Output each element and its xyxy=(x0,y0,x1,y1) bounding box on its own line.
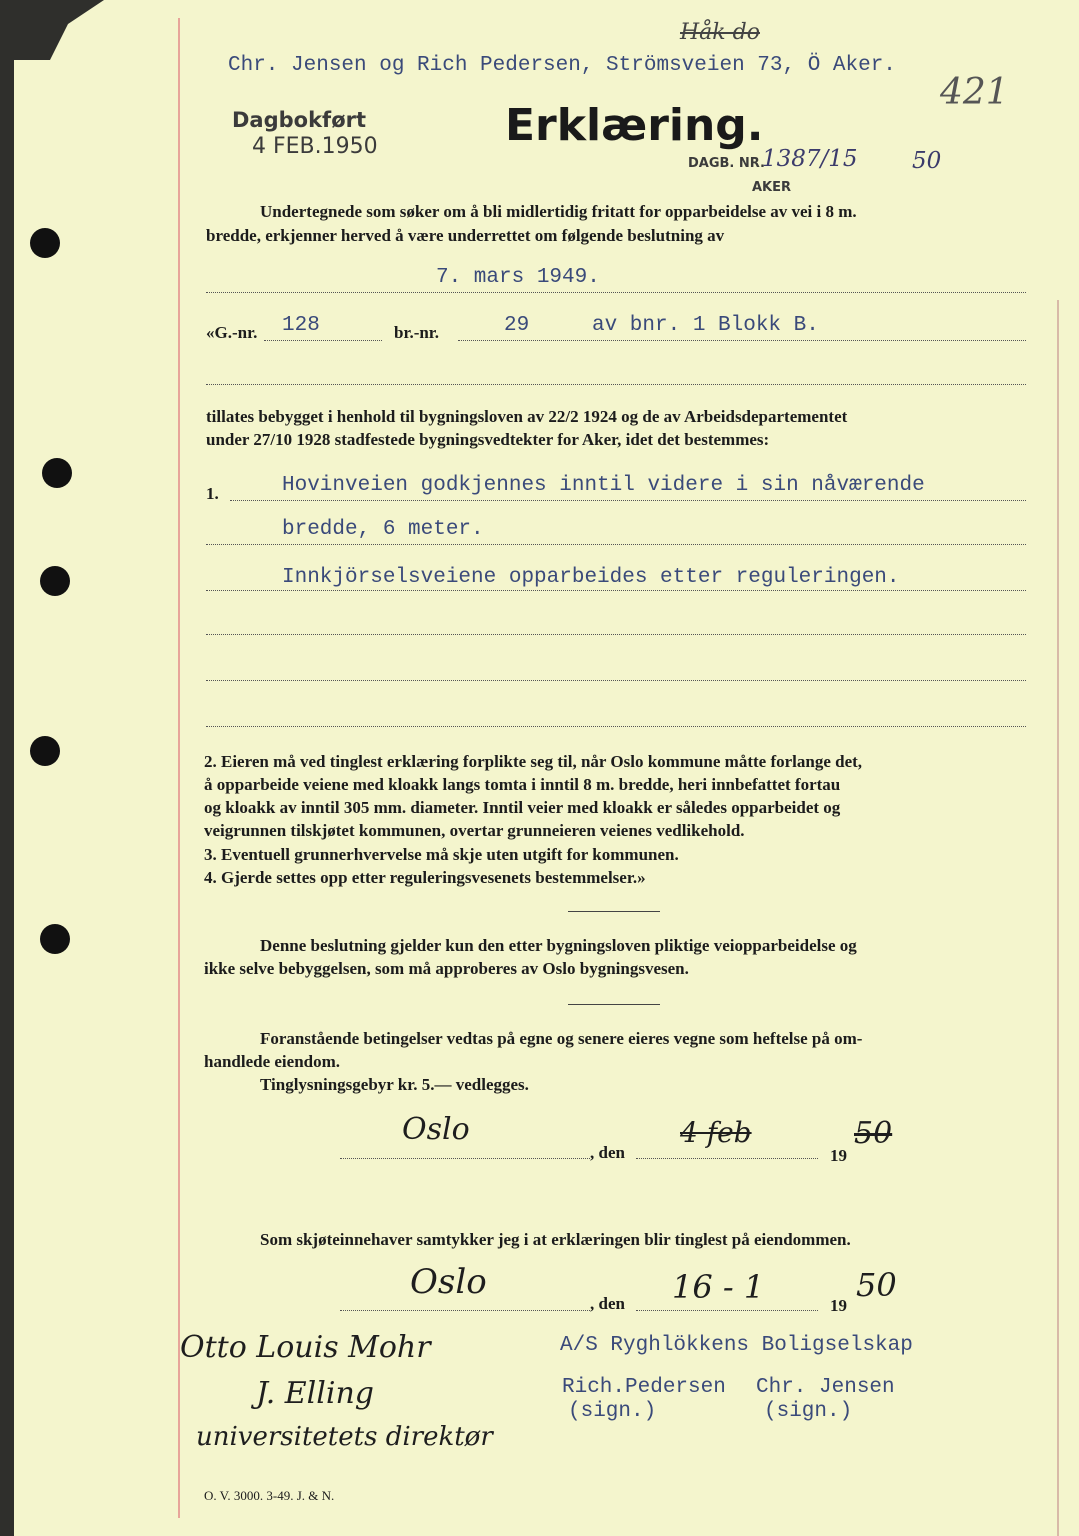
item2-line-4: veigrunnen tilskjøtet kommunen, overtar grunneieren veienes vedlikehold. xyxy=(204,821,745,840)
item2-line-3: og kloakk av inntil 305 mm. diameter. Inntil veier med kloakk er således opparbeidet og xyxy=(204,798,841,817)
dotted-rule xyxy=(636,1158,818,1159)
note-line-1: Denne beslutning gjelder kun den etter bygningsloven pliktige veiopparbeidelse og xyxy=(260,936,857,955)
page-number: 421 xyxy=(940,72,1009,113)
separator xyxy=(568,911,660,912)
gnr-label: «G.-nr. xyxy=(206,323,258,342)
intro-line-1: Undertegnede som søker om å bli midlertidig fritatt for opparbeidelse av vei i 8 m. xyxy=(260,202,857,221)
signer2-name: Chr. Jensen xyxy=(756,1376,895,1399)
dotted-rule xyxy=(458,340,1026,341)
handwritten-signature-2: J. Elling xyxy=(256,1376,374,1411)
note-line-2: ikke selve bebyggelsen, som må approberes av Oslo bygningsvesen. xyxy=(204,959,689,978)
sig2-place: Oslo xyxy=(410,1262,487,1302)
item1-line-3: Innkjörselsveiene opparbeides etter reguleringen. xyxy=(282,566,900,589)
brnr-label: br.-nr. xyxy=(394,323,440,342)
sig1-date: 4 feb xyxy=(680,1116,752,1149)
consent-line: Som skjøteinnehaver samtykker jeg i at erklæringen blir tinglest på eiendommen. xyxy=(260,1230,851,1249)
dotted-rule xyxy=(206,726,1026,727)
brnr-value: 29 xyxy=(504,314,530,337)
margin-line xyxy=(178,18,180,1518)
sig1-year: 50 xyxy=(854,1116,893,1151)
scan-edge xyxy=(0,0,14,1536)
item3: 3. Eventuell grunnerhvervelse må skje uten utgift for kommunen. xyxy=(204,845,679,864)
item4: 4. Gjerde settes opp etter reguleringsvesenets bestemmelser.» xyxy=(204,868,646,887)
sig1-den: , den xyxy=(590,1143,625,1162)
dagbokfort-stamp: Dagbokført xyxy=(232,108,367,132)
punch-hole xyxy=(40,924,70,954)
item2-line-2: å opparbeide veiene med kloakk langs tomta i inntil 8 m. bredde, heri innbefattet fortau xyxy=(204,775,841,794)
conditions-line-1: Foranstående betingelser vedtas på egne og senere eieres vegne som heftelse på om- xyxy=(260,1029,863,1048)
dotted-rule xyxy=(230,500,1026,501)
conditions-line-2: handlede eiendom. xyxy=(204,1052,341,1071)
print-code: O. V. 3000. 3-49. J. & N. xyxy=(204,1488,335,1503)
fee-line: Tinglysningsgebyr kr. 5.— vedlegges. xyxy=(260,1075,529,1094)
punch-hole xyxy=(42,458,72,488)
separator xyxy=(568,1004,660,1005)
gnr-value: 128 xyxy=(282,314,320,337)
sig1-place: Oslo xyxy=(402,1112,470,1147)
dotted-rule xyxy=(340,1158,590,1159)
right-margin-line xyxy=(1057,300,1059,1536)
sig2-year: 50 xyxy=(856,1266,897,1304)
punch-hole xyxy=(30,736,60,766)
applicants-line: Chr. Jensen og Rich Pedersen, Strömsveien 73, Ö Aker. xyxy=(228,54,896,77)
top-scribble: Håk do xyxy=(680,20,760,45)
tillates-line-2: under 27/10 1928 stadfestede bygningsvedtekter for Aker, idet det bestemmes: xyxy=(206,430,770,449)
signer1-name: Rich.Pedersen xyxy=(562,1376,726,1399)
dotted-rule xyxy=(206,384,1026,385)
handwritten-signature-1: Otto Louis Mohr xyxy=(180,1330,431,1365)
signer1-sign: (sign.) xyxy=(568,1400,657,1423)
stamp-date: 4 FEB.1950 xyxy=(252,134,378,159)
dotted-rule xyxy=(206,292,1026,293)
item1-line-1: Hovinveien godkjennes inntil videre i sin nåværende xyxy=(282,474,925,497)
sig1-century: 19 xyxy=(830,1146,847,1165)
dagb-number: 1387/15 xyxy=(762,146,858,172)
torn-corner xyxy=(14,0,104,60)
sig2-century: 19 xyxy=(830,1296,847,1315)
punch-hole xyxy=(30,228,60,258)
dagb-label: DAGB. NR. xyxy=(688,156,765,171)
signer2-sign: (sign.) xyxy=(764,1400,853,1423)
decision-date: 7. mars 1949. xyxy=(436,266,600,289)
dotted-rule xyxy=(340,1310,590,1311)
item2-line-1: 2. Eieren må ved tinglest erklæring forplikte seg til, når Oslo kommune måtte forlange det, xyxy=(204,752,863,771)
sig2-den: , den xyxy=(590,1294,625,1313)
bnr-text: av bnr. 1 Blokk B. xyxy=(592,314,819,337)
sig2-date: 16 - 1 xyxy=(672,1268,765,1306)
tillates-line-1: tillates bebygget i henhold til bygningsloven av 22/2 1924 og de av Arbeidsdepartementet xyxy=(206,407,848,426)
item1-number: 1. xyxy=(206,484,219,503)
dotted-rule xyxy=(206,680,1026,681)
intro-line-2: bredde, erkjenner herved å være underrettet om følgende beslutning av xyxy=(206,226,725,245)
dotted-rule xyxy=(206,634,1026,635)
dotted-rule xyxy=(264,340,382,341)
handwritten-title: universitetets direktør xyxy=(196,1422,493,1452)
item1-line-2: bredde, 6 meter. xyxy=(282,518,484,541)
dotted-rule xyxy=(206,544,1026,545)
aker-label: AKER xyxy=(752,180,792,195)
company-name: A/S Ryghlökkens Boligselskap xyxy=(560,1334,913,1357)
page-title: Erklæring. xyxy=(505,100,764,151)
dotted-rule xyxy=(636,1310,818,1311)
dotted-rule xyxy=(206,590,1026,591)
dagb-year: 50 xyxy=(912,148,942,174)
punch-hole xyxy=(40,566,70,596)
